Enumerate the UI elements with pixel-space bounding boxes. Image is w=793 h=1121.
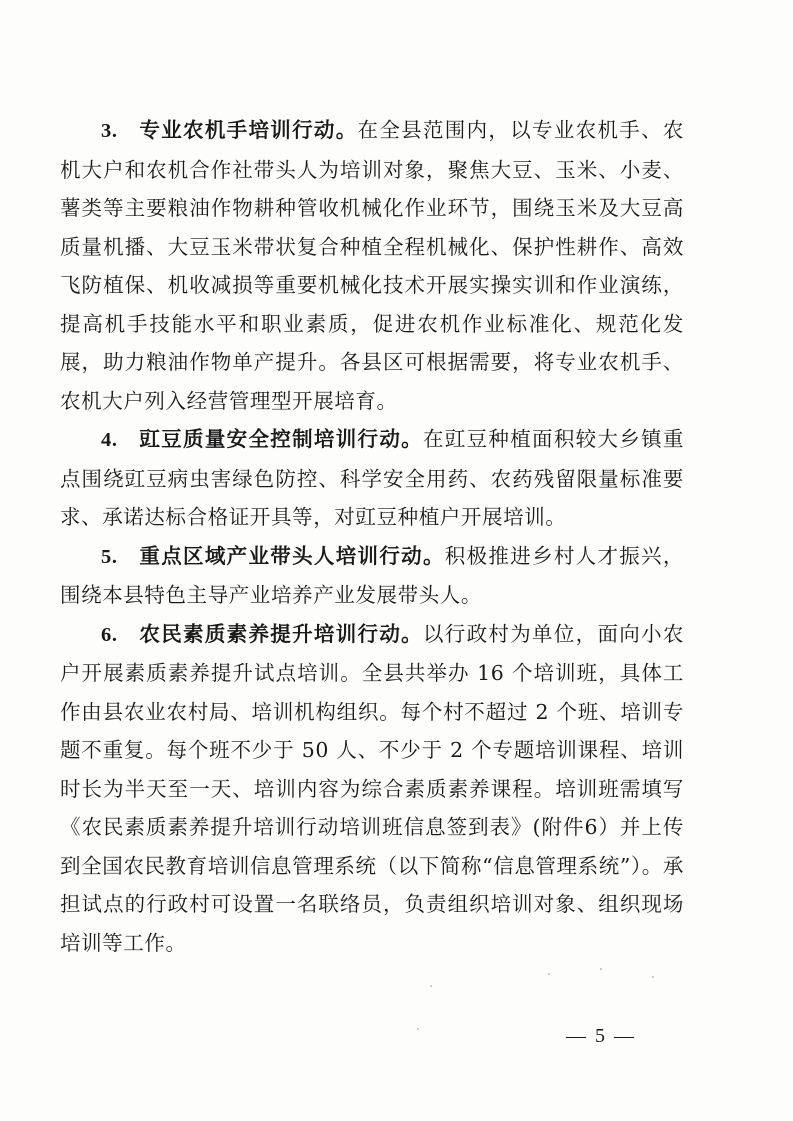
scan-speck: [652, 976, 654, 978]
scan-speck: [430, 985, 432, 987]
paragraph-item-4: [60, 420, 684, 537]
paragraph-item-3: [60, 111, 684, 420]
item-number: 6.: [101, 623, 118, 646]
item-body: 以行政村为单位，面向小农户开展素质素养提升试点培训。全县共举办 16 个培训班，具体工作由县农业农村局、培训机构组织。每个村不超过 2 个班、培训专题不重复。每个班不少于 50 人、不少于 2 个专题培训课程、培训时长为半天至一天、培训内容为综合素质素养课程。培训班需填写《农民素质素养提升培训行动培训班信息签到表》(附件6）并上传到全国农民教育培训信息管理系统（以下简称“信息管理系统”）。承担试点的行政村可设置一名联络员，负责组织培训对象、组织现场培训等工作。: [60, 621, 684, 955]
item-body: 积极推进乡村人才振兴，围绕本县特色主导产业培养产业发展带头人。: [60, 543, 684, 607]
paragraph-item-6: [60, 615, 684, 963]
paragraph-item-5: [60, 537, 684, 615]
item-heading: 重点区域产业带头人培训行动。: [138, 543, 445, 568]
item-body: 在全县范围内，以专业农机手、农机大户和农机合作社带头人为培训对象，聚焦大豆、玉米、小麦、薯类等主要粮油作物耕种管收机械化作业环节，围绕玉米及大豆高质量机播、大豆玉米带状复合种植全程机械化、保护性耕作、高效飞防植保、机收减损等重要机械化技术开展实操实训和作业演练，提高机手技能水平和职业素质，促进农机作业标准化、规范化发展，助力粮油作物单产提升。各县区可根据需要，将专业农机手、农机大户列入经营管理型开展培育。: [60, 118, 685, 413]
scan-speck: [548, 973, 550, 975]
item-heading: 豇豆质量安全控制培训行动。: [138, 427, 423, 451]
document-body: [60, 111, 684, 962]
item-number: 3.: [101, 120, 118, 142]
item-number: 4.: [101, 429, 118, 451]
item-heading: 专业农机手培训行动。: [138, 118, 358, 142]
page-number: — 5 —: [566, 1025, 636, 1047]
item-heading: 农民素质素养提升培训行动。: [138, 621, 423, 646]
item-body: 在豇豆种植面积较大乡镇重点围绕豇豆病虫害绿色防控、科学安全用药、农药残留限量标准要求、承诺达标合格证开具等，对豇豆种植户开展培训。: [60, 427, 684, 529]
scan-speck: [600, 968, 602, 970]
scan-speck: [417, 1028, 419, 1030]
item-number: 5.: [101, 545, 118, 568]
